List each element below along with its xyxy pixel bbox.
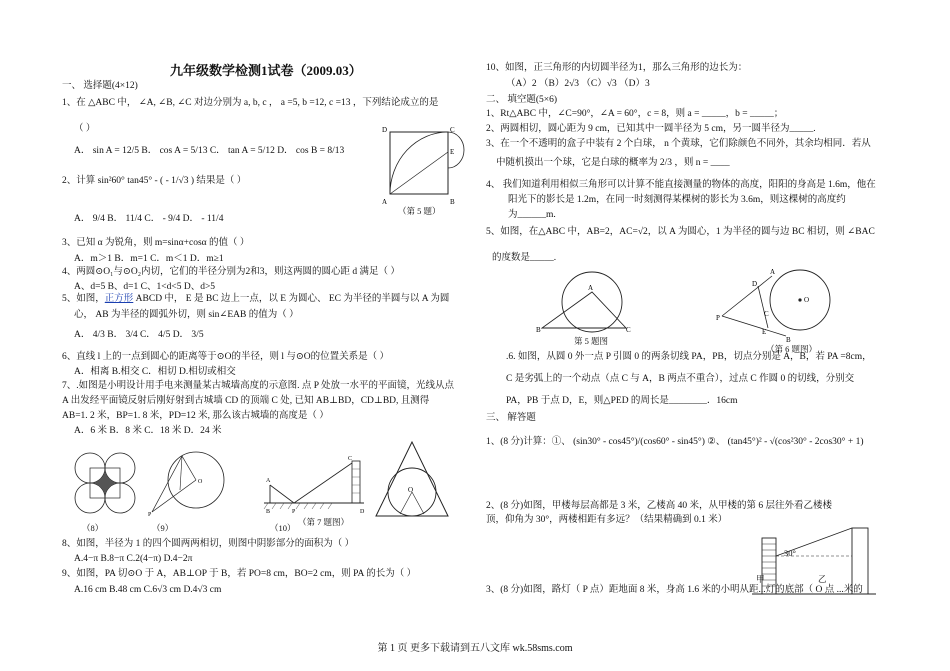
fill-figure-5-triangle-circle [536,270,636,340]
q2-stem: 2、计算 sin²60° tan45° - ( - 1/√3 ) 结果是（ ） [62,176,247,186]
f2-stem: 2、两圆相切，圆心距为 9 cm，已知其中一圆半径为 5 cm，另一圆半径为_____. [486,124,816,134]
caption-fig-9: （9） [152,523,174,533]
f4-stem-1: 4、 我们知道利用相似三角形可以计算不能直接测量的物体的高度，阳阳的身高是 1.6m，他在 [486,180,876,190]
figure-5-square-arcs [380,122,460,212]
q2-options: A． 9/4 B． 11/4 C． - 9/4 D． - 11/4 [74,214,224,224]
caption-fig-5: （第 5 题） [398,206,441,216]
svg-text:A: A [770,268,776,276]
q7-stem-2: A 出发经平面镜反射后刚好射到古城墙 CD 的顶端 C 处, 已知 AB⊥BD，CD⊥BD, 且测得 [62,396,430,406]
svg-text:B: B [536,326,541,334]
caption-fill-5: 第 5 题图 [574,336,609,346]
caption-fig-8: （8） [82,523,104,533]
f6-stem-2: C 是劣弧上的一个动点（点 C 与 A，B 两点不重合），过点 C 作圆 0 的切线，分别交 [506,374,855,384]
caption-fig-7: （第 7 题图） [298,517,350,527]
p3-stem: 3、(8 分)如图，路灯（ P 点）距地面 8 米，身高 1.6 米的小明从距...灯的底部（ O 点 ...米的 [486,585,863,595]
page-footer: 第 1 页 更多下载请到五八文库 wk.58sms.com [377,643,573,654]
figure-10-triangle-incircle [372,438,452,522]
q6-stem: 6、直线 l 上的一点到圆心的距离等于⊙O的半径，则 l 与⊙O的位置关系是（ ） [62,352,390,362]
svg-text:A: A [382,198,388,206]
square-link[interactable]: 正方形 [104,294,134,304]
q4-options: A、d=5 B、d=1 C、1<d<5 D、d>5 [74,282,216,292]
f1-stem: 1、Rt△ABC 中，∠C=90°，∠A = 60°，c = 8，则 a = _____，b = _____； [486,109,784,119]
svg-text:O: O [408,486,414,494]
f5-stem-1: 5、如图，在△ABC 中，AB=2，AC=√2，以 A 为圆心，1 为半径的圆与边 BC 相切，则 ∠BAC [486,227,875,237]
svg-text:A: A [588,284,594,292]
figure-9-tangent [148,448,228,520]
q3-stem: 3、已知 α 为锐角，则 m=sinα+cosα 的值（ ） [62,238,250,248]
section-choice: 一、 选择题(4×12) [62,81,138,91]
p1-stem: 1、(8 分)计算：①、 (sin30° - cos45°)/(cos60° - sin45°) ②、 (tan45°)² - √(cos²30° - 2cos30° + 1) [486,437,864,447]
svg-text:C: C [348,456,353,462]
q9-stem: 9、如图，PA 切⊙O 于 A，AB⊥OP 于 B，若 PO=8 cm，BO=2 cm，则 PA 的长为（ ） [62,569,417,579]
svg-text:D: D [360,509,365,515]
svg-text:O: O [804,296,810,304]
section-fill: 二、 填空题(5×6) [486,95,558,105]
p2-stem-2: 顶，仰角为 30°，两楼相距有多远？（结果精确到 0.1 米） [486,515,728,525]
q1-bracket: （ ） [74,124,96,134]
svg-text:C: C [764,310,769,318]
q5-prefix: 5、如图， [62,294,105,304]
caption-fig-10: （10） [270,523,296,533]
building-yi-label: 乙 [818,574,827,584]
q8-options: A.4−π B.8−π C.2(4−π) D.4−2π [74,554,193,564]
svg-text:A: A [266,478,271,484]
svg-text:O: O [198,479,203,485]
f4-stem-3: 为______m. [508,210,556,220]
q1-stem: 1、在 △ABC 中， ∠A, ∠B, ∠C 对边分别为 a, b, c ， a =5, b =12, c =13 ，下列结论成立的是 [62,98,439,108]
q1-options: A． sin A = 12/5 B． cos A = 5/13 C． tan A = 5/12 D． cos B = 8/13 [74,146,345,156]
svg-text:E: E [450,148,455,156]
q5-options: A． 4/3 B． 3/4 C． 4/5 D． 3/5 [74,330,204,340]
figure-8-four-circles [70,448,140,518]
f6-stem-3: PA，PB 于点 D，E，则△PED 的周长是________．16cm [506,396,738,406]
q5-stem [62,294,449,306]
q5-rest: ABCD 中， E 是 BC 边上一点，以 E 为圆心、 EC 为半径的半圆与以 A 为圆 [133,294,450,304]
q7-options: A．6 米 B．8 米 C．18 米 D．24 米 [74,426,222,436]
q4-stem: 4、两圆⊙O₁与⊙O₂内切，它们的半径分别为2和3，则这两圆的圆心距 d 满足（ ） [62,267,400,277]
figure-7-mirror-wall [260,455,370,520]
svg-text:C: C [626,326,631,334]
caption-fill-6: （第 6 题图） [766,344,818,354]
svg-text:B: B [266,509,271,515]
svg-text:P: P [292,509,296,515]
q5-stem-2: 心， AB 为半径的圆弧外切，则 sin∠EAB 的值为（ ） [74,310,299,320]
section-solve: 三、 解答题 [486,413,536,423]
svg-text:B: B [450,198,455,206]
q7-stem-3: AB=1. 2 米，BP=1. 8 米，PD=12 米, 那么该古城墙的高度是（ ） [62,411,329,421]
f6-stem-1: .6. 如图，从圆 0 外一点 P 引圆 0 的两条切线 PA，PB，切点分别是 A，B，若 PA =8cm， [506,352,872,362]
svg-text:P: P [148,512,152,518]
svg-text:E: E [762,328,767,336]
page-title: 九年级数学检测1试卷（2009.03） [170,63,362,78]
f3-stem-1: 3、在一个不透明的盒子中装有 2 个白球， n 个黄球，它们除颜色不同外，其余均相同．若从 [486,139,871,149]
svg-text:P: P [716,314,720,322]
q9-options: A.16 cm B.48 cm C.6√3 cm D.4√3 cm [74,585,222,595]
f4-stem-2: 阳光下的影长是 1.2m，在同一时刻测得某棵树的影长为 3.6m，则这棵树的高度约 [508,195,846,205]
fill-figure-6-tangents [716,264,836,346]
f5-stem-2: 的度数是_____. [492,253,557,263]
q7-stem-1: 7、.如图是小明设计用手电来测量某古城墙高度的示意图. 点 P 处放一水平的平面镜，光线从点 [62,381,455,391]
q8-stem: 8、如图，半径为 1 的四个圆两两相切，则图中阴影部分的面积为（ ） [62,539,355,549]
svg-text:D: D [382,126,388,134]
q10-options: （A）2 （B）2√3 （C）√3 （D）3 [506,79,650,89]
q3-options: A．m＞1 B．m=1 C．m＜1 D．m≥1 [74,254,224,264]
q6-options: A．相离 B.相交 C．相切 D.相切或相交 [74,367,236,377]
svg-text:C: C [450,126,455,134]
building-jia-label: 甲 [756,574,765,584]
svg-text:B: B [786,336,791,344]
f3-stem-2: 中随机摸出一个球，它是白球的概率为 2/3 ，则 n = ____ [496,158,730,168]
q10-stem: 10、如图，正三角形的内切圆半径为1，那么三角形的边长为： [486,63,748,73]
svg-text:D: D [752,280,758,288]
angle-30-label: 30° [784,548,796,558]
p2-stem-1: 2、(8 分)如图，甲楼每层高都是 3 米，乙楼高 40 米，从甲楼的第 6 层往外看乙楼楼 [486,501,832,511]
